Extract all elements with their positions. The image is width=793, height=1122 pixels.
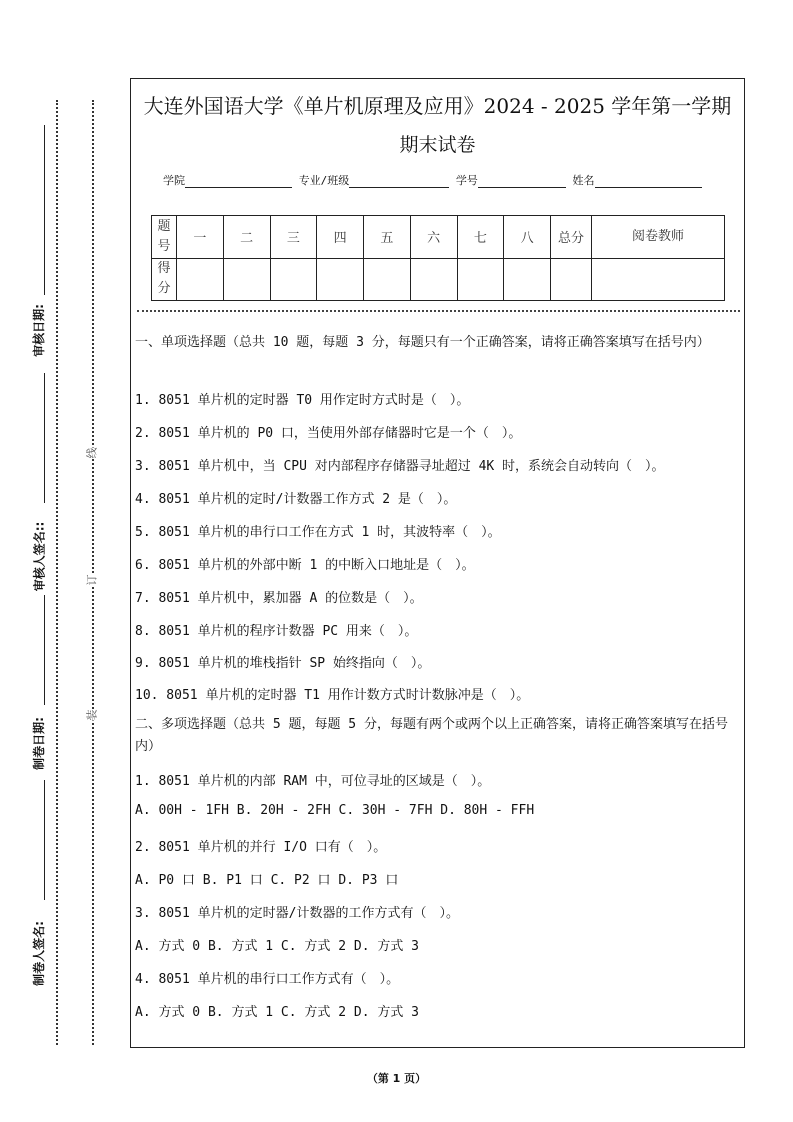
score-cell[interactable] (317, 258, 364, 301)
row-label: 得分 (152, 258, 177, 301)
col-header: 五 (364, 216, 411, 259)
student-info-row (163, 172, 702, 188)
question: 2. 8051 单片机的并行 I/O 口有（ ）。 (135, 840, 387, 855)
question: 7. 8051 单片机中，累加器 A 的位数是（ ）。 (135, 591, 423, 606)
options: A. 方式 0 B. 方式 1 C. 方式 2 D. 方式 3 (135, 1005, 420, 1020)
question: 3. 8051 单片机的定时器/计数器的工作方式有（ ）。 (135, 906, 459, 921)
exam-title: 大连外国语大学《单片机原理及应用》2024 - 2025 学年第一学期 (143, 94, 732, 118)
col-header: 二 (223, 216, 270, 259)
col-header: 三 (270, 216, 317, 259)
name-field[interactable] (595, 175, 702, 188)
score-cell[interactable] (177, 258, 224, 301)
question: 9. 8051 单片机的堆栈指针 SP 始终指向（ ）。 (135, 656, 431, 671)
signature-line (44, 780, 45, 900)
score-cell[interactable] (504, 258, 551, 301)
page-number: （第 1 页） (366, 1072, 427, 1085)
question: 5. 8051 单片机的串行口工作在方式 1 时，其波特率（ ）。 (135, 525, 501, 540)
binding-mark: 订 (85, 574, 99, 586)
col-header: 一 (177, 216, 224, 259)
signature-line (44, 595, 45, 705)
section2-heading: 二、多项选择题（总共 5 题，每题 5 分，每题有两个或两个以上正确答案，请将正确答案填写在括号内） (135, 717, 728, 754)
options: A. P0 口 B. P1 口 C. P2 口 D. P3 口 (135, 873, 399, 888)
exam-subtitle: 期末试卷 (399, 134, 476, 156)
col-header: 总分 (551, 216, 592, 259)
major-class-field[interactable] (349, 175, 449, 188)
divider (137, 310, 740, 312)
score-cell[interactable] (364, 258, 411, 301)
score-cell[interactable] (410, 258, 457, 301)
question: 10. 8051 单片机的定时器 T1 用作计数方式时计数脉冲是（ ）。 (135, 688, 530, 703)
question: 2. 8051 单片机的 P0 口，当使用外部存储器时它是一个（ ）。 (135, 426, 522, 441)
compiler-signature-label: 制卷人签名: (31, 921, 46, 986)
student-id-field[interactable] (478, 175, 566, 188)
score-table (151, 215, 725, 301)
col-header: 八 (504, 216, 551, 259)
signature-line (44, 373, 45, 503)
college-field[interactable] (185, 175, 292, 188)
reviewer-signature-label: 审核人签名:: (32, 521, 47, 592)
col-header: 四 (317, 216, 364, 259)
col-header: 六 (410, 216, 457, 259)
question: 6. 8051 单片机的外部中断 1 的中断入口地址是（ ）。 (135, 558, 475, 573)
student-id-label: 学号 (455, 174, 478, 187)
col-header: 阅卷教师 (592, 216, 725, 259)
options: A. 方式 0 B. 方式 1 C. 方式 2 D. 方式 3 (135, 939, 420, 954)
question: 4. 8051 单片机的定时/计数器工作方式 2 是（ ）。 (135, 492, 457, 507)
binding-mark: 线 (85, 447, 99, 459)
options: A. 00H - 1FH B. 20H - 2FH C. 30H - 7FH D. 80H - FFH (135, 803, 535, 818)
major-class-label: 专业/班级 (298, 174, 350, 187)
score-cell[interactable] (457, 258, 504, 301)
review-date-label: 审核日期: (31, 304, 46, 357)
binding-mark: 装 (85, 709, 99, 721)
signature-line (44, 125, 45, 295)
score-cell[interactable] (551, 258, 592, 301)
margin-dotted-line (56, 100, 58, 1045)
compile-date-label: 制卷日期: (31, 717, 46, 770)
question: 3. 8051 单片机中，当 CPU 对内部程序存储器寻址超过 4K 时，系统会自动转向（ ）。 (135, 459, 665, 474)
question: 1. 8051 单片机的定时器 T0 用作定时方式时是（ ）。 (135, 393, 470, 408)
name-label: 姓名 (572, 174, 595, 187)
row-label: 题号 (152, 216, 177, 259)
score-cell[interactable] (270, 258, 317, 301)
binding-dotted-line (92, 100, 94, 1045)
question: 4. 8051 单片机的串行口工作方式有（ ）。 (135, 972, 400, 987)
section1-heading: 一、单项选择题（总共 10 题，每题 3 分，每题只有一个正确答案，请将正确答案填写在括号内） (135, 335, 710, 350)
col-header: 七 (457, 216, 504, 259)
score-cell[interactable] (223, 258, 270, 301)
college-label: 学院 (163, 174, 185, 187)
score-cell[interactable] (592, 258, 725, 301)
question: 8. 8051 单片机的程序计数器 PC 用来（ ）。 (135, 624, 418, 639)
question: 1. 8051 单片机的内部 RAM 中，可位寻址的区域是（ ）。 (135, 774, 491, 789)
